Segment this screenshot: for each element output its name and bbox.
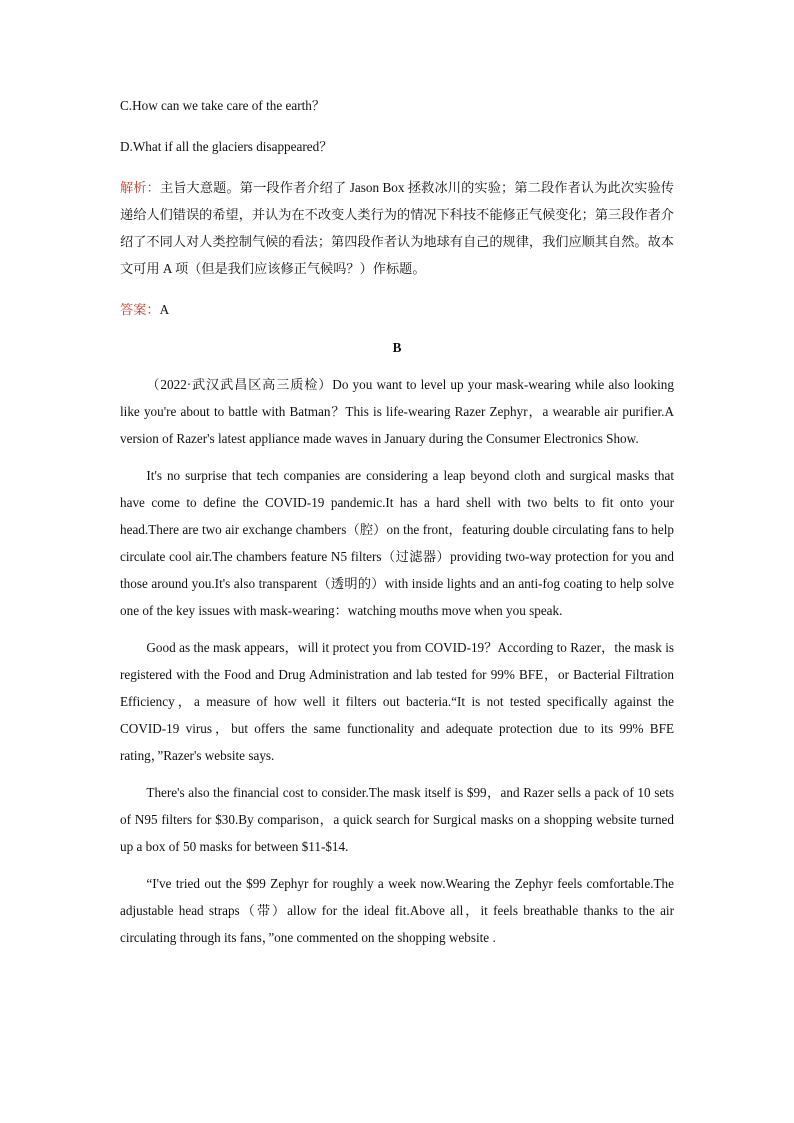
passage-paragraph-1: （2022·武汉武昌区高三质检）Do you want to level up your mask-wearing while also looking like you're about to battle with Batman？This is life-wearing Razer Zephyr，a wearable air purifier.A version of Razer's latest appliance made waves in January during the Consumer Electronics Show. [120,377,674,446]
answer-block [120,296,674,323]
option-d: D.What if all the glaciers disappeared？ [120,139,333,154]
passage-paragraph-5: “I've tried out the $99 Zephyr for roughly a week now.Wearing the Zephyr feels comfortable.The adjustable head straps（带）allow for the ideal fit.Above all，it feels breathable thanks to the air circulating through its fans，”one commented on the shopping website . [120,876,674,945]
option-c: C.How can we take care of the earth？ [120,98,326,113]
analysis-block [120,174,674,282]
passage-paragraph-2: It's no surprise that tech companies are considering a leap beyond cloth and surgical masks that have come to define the COVID-19 pandemic.It has a hard shell with two belts to fit onto your head.There are two air exchange chambers（腔）on the front，featuring double circulating fans to help circulate cool air.The chambers feature N5 filters（过滤器）providing two-way protection for you and those around you.It's also transparent（透明的）with inside lights and an anti-fog coating to help solve one of the key issues with mask-wearing：watching mouths move when you speak. [120,468,674,618]
analysis-text: 主旨大意题。第一段作者介绍了 Jason Box 拯救冰川的实验；第二段作者认为此次实验传递给人们错误的希望，并认为在不改变人类行为的情况下科技不能修正气候变化；第三段作者介绍了不同人对人类控制气候的看法；第四段作者认为地球有自己的规律，我们应顺其自然。故本文可用 A 项（但是我们应该修正气候吗？）作标题。 [120,180,674,276]
section-title: B [392,340,402,355]
passage-paragraph-4: There's also the financial cost to consider.The mask itself is $99，and Razer sells a pack of 10 sets of N95 filters for $30.By comparison，a quick search for Surgical masks on a shopping website turned up a box of 50 masks for between $11-$14. [120,785,674,854]
analysis-label: 解析： [120,180,160,195]
answer-value: A [159,302,170,317]
answer-label: 答案： [120,302,160,317]
passage-paragraph-3: Good as the mask appears，will it protect you from COVID-19？According to Razer，the mask is registered with the Food and Drug Administration and lab tested for 99% BFE，or Bacterial Filtration Efficiency，a measure of how well it filters out bacteria.“It is not tested specifically against the COVID-19 virus，but offers the same functionality and adequate protection due to its 99% BFE rating，”Razer's website says. [120,640,674,763]
document-page [120,92,674,961]
